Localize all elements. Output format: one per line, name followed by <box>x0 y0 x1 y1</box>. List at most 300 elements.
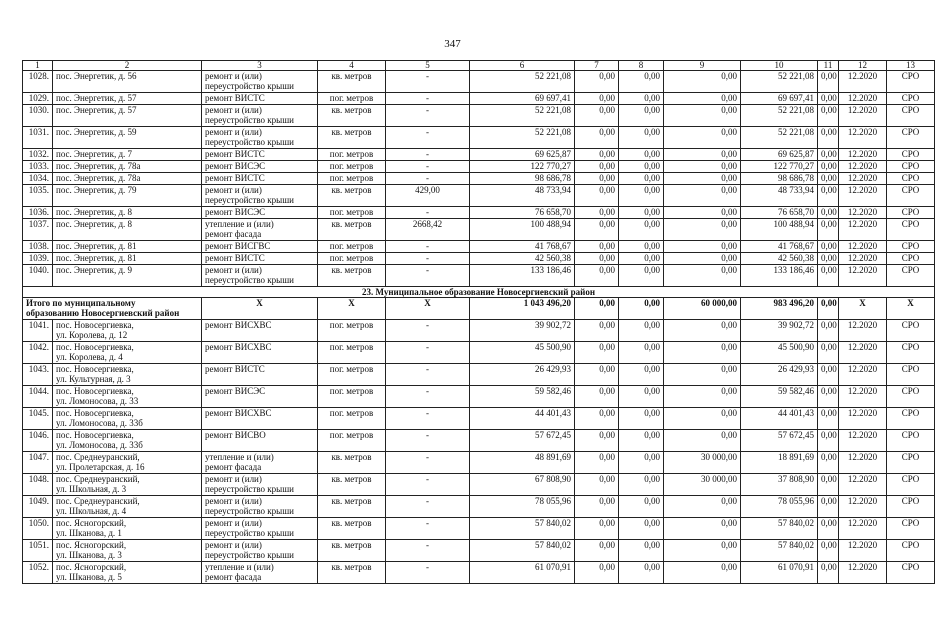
row-unit: кв. метров <box>318 71 386 93</box>
row-unit: кв. метров <box>318 452 386 474</box>
column-number-5: 5 <box>386 61 470 71</box>
column-number-7: 7 <box>575 61 619 71</box>
row-col-10: 0,00 <box>664 219 741 241</box>
row-col-8: 0,00 <box>575 320 619 342</box>
row-col-11: 42 560,38 <box>741 253 818 265</box>
row-address-line: ул. Пролетарская, д. 16 <box>56 462 145 472</box>
row-area: - <box>386 364 470 386</box>
row-col-9: 0,00 <box>619 496 664 518</box>
row-work-type-line: утепление и (или) <box>205 562 274 572</box>
row-date: 12.2020 <box>839 408 887 430</box>
row-col-11: 133 186,46 <box>741 265 818 287</box>
table-row <box>23 185 935 207</box>
row-work-type-line: ремонт фасада <box>205 462 262 472</box>
row-col-11: 100 488,94 <box>741 219 818 241</box>
row-col-12: 0,00 <box>818 265 839 287</box>
row-number: 1039. <box>23 253 53 265</box>
total-col-11: 983 496,20 <box>741 298 818 320</box>
row-number: 1043. <box>23 364 53 386</box>
row-work-type-line: переустройство крыши <box>205 506 294 516</box>
row-organization: СРО <box>887 474 935 496</box>
table-row <box>23 540 935 562</box>
row-col-10: 0,00 <box>664 173 741 185</box>
row-cost: 78 055,96 <box>470 496 575 518</box>
row-cost: 57 840,02 <box>470 518 575 540</box>
total-col-4: X <box>318 298 386 320</box>
row-address-line: пос. Энергетик, д. 56 <box>56 71 137 81</box>
table-row <box>23 207 935 219</box>
row-col-9: 0,00 <box>619 474 664 496</box>
table-row <box>23 161 935 173</box>
row-address-line: пос. Энергетик, д. 78а <box>56 161 141 171</box>
row-col-11: 78 055,96 <box>741 496 818 518</box>
row-col-9: 0,00 <box>619 173 664 185</box>
row-col-9: 0,00 <box>619 386 664 408</box>
row-unit: пог. метров <box>318 241 386 253</box>
section-row <box>23 287 935 298</box>
row-number: 1036. <box>23 207 53 219</box>
row-work-type-line: ремонт ВИСЭС <box>205 386 266 396</box>
row-address-line: пос. Новосергиевка, <box>56 430 134 440</box>
row-area: - <box>386 408 470 430</box>
table-row <box>23 105 935 127</box>
row-col-10: 0,00 <box>664 562 741 584</box>
row-organization: СРО <box>887 173 935 185</box>
row-col-12: 0,00 <box>818 386 839 408</box>
row-col-10: 0,00 <box>664 496 741 518</box>
row-date: 12.2020 <box>839 562 887 584</box>
row-col-9: 0,00 <box>619 518 664 540</box>
row-date: 12.2020 <box>839 342 887 364</box>
row-col-12: 0,00 <box>818 219 839 241</box>
table-row <box>23 342 935 364</box>
row-address-line: пос. Энергетик, д. 57 <box>56 105 137 115</box>
row-col-10: 30 000,00 <box>664 452 741 474</box>
row-col-12: 0,00 <box>818 241 839 253</box>
row-col-8: 0,00 <box>575 219 619 241</box>
column-number-8: 8 <box>619 61 664 71</box>
row-organization: СРО <box>887 265 935 287</box>
row-col-11: 37 808,90 <box>741 474 818 496</box>
row-col-9: 0,00 <box>619 408 664 430</box>
row-address-line: ул. Ломоносова, д. 33 <box>56 396 139 406</box>
row-date: 12.2020 <box>839 71 887 93</box>
row-area: - <box>386 127 470 149</box>
row-col-10: 0,00 <box>664 105 741 127</box>
row-work-type-line: ремонт фасада <box>205 229 262 239</box>
row-organization: СРО <box>887 93 935 105</box>
row-work-type-line: переустройство крыши <box>205 484 294 494</box>
row-number: 1037. <box>23 219 53 241</box>
row-address <box>53 265 202 287</box>
row-area: - <box>386 105 470 127</box>
row-col-12: 0,00 <box>818 364 839 386</box>
row-area: - <box>386 241 470 253</box>
row-work-type-line: переустройство крыши <box>205 81 294 91</box>
row-cost: 133 186,46 <box>470 265 575 287</box>
row-col-11: 45 500,90 <box>741 342 818 364</box>
table-row <box>23 93 935 105</box>
row-date: 12.2020 <box>839 219 887 241</box>
row-work-type-line: ремонт ВИСХВС <box>205 320 272 330</box>
row-col-8: 0,00 <box>575 364 619 386</box>
table-row <box>23 496 935 518</box>
total-col-14: X <box>887 298 935 320</box>
row-work-type <box>202 518 318 540</box>
row-work-type-line: ремонт и (или) <box>205 265 262 275</box>
row-address <box>53 320 202 342</box>
row-unit: пог. метров <box>318 364 386 386</box>
row-work-type-line: ремонт ВИСТС <box>205 93 265 103</box>
table-row <box>23 219 935 241</box>
row-unit: кв. метров <box>318 185 386 207</box>
row-col-12: 0,00 <box>818 320 839 342</box>
row-col-9: 0,00 <box>619 105 664 127</box>
row-work-type <box>202 149 318 161</box>
row-work-type <box>202 253 318 265</box>
row-address-line: пос. Среднеуранский, <box>56 452 140 462</box>
row-address-line: ул. Культурная, д. 3 <box>56 374 131 384</box>
total-col-12: 0,00 <box>818 298 839 320</box>
row-work-type-line: ремонт и (или) <box>205 71 262 81</box>
row-number: 1050. <box>23 518 53 540</box>
row-col-12: 0,00 <box>818 93 839 105</box>
row-organization: СРО <box>887 386 935 408</box>
row-address <box>53 173 202 185</box>
table-row <box>23 320 935 342</box>
row-col-11: 52 221,08 <box>741 71 818 93</box>
row-col-12: 0,00 <box>818 430 839 452</box>
row-work-type <box>202 265 318 287</box>
table-row <box>23 386 935 408</box>
row-col-9: 0,00 <box>619 161 664 173</box>
row-area: - <box>386 161 470 173</box>
row-work-type-line: утепление и (или) <box>205 219 274 229</box>
row-col-9: 0,00 <box>619 342 664 364</box>
row-col-10: 30 000,00 <box>664 474 741 496</box>
row-organization: СРО <box>887 452 935 474</box>
row-col-10: 0,00 <box>664 71 741 93</box>
row-date: 12.2020 <box>839 105 887 127</box>
row-work-type-line: переустройство крыши <box>205 550 294 560</box>
row-date: 12.2020 <box>839 173 887 185</box>
row-col-8: 0,00 <box>575 161 619 173</box>
column-number-10: 10 <box>741 61 818 71</box>
row-address <box>53 127 202 149</box>
row-address-line: пос. Энергетик, д. 7 <box>56 149 133 159</box>
row-date: 12.2020 <box>839 127 887 149</box>
row-unit: кв. метров <box>318 219 386 241</box>
row-date: 12.2020 <box>839 320 887 342</box>
table-row <box>23 430 935 452</box>
row-date: 12.2020 <box>839 540 887 562</box>
row-address-line: ул. Шканова, д. 5 <box>56 572 122 582</box>
row-col-11: 18 891,69 <box>741 452 818 474</box>
row-area: - <box>386 386 470 408</box>
column-number-4: 4 <box>318 61 386 71</box>
row-col-8: 0,00 <box>575 342 619 364</box>
row-address-line: пос. Новосергиевка, <box>56 320 134 330</box>
row-address <box>53 149 202 161</box>
row-area: - <box>386 342 470 364</box>
row-address <box>53 386 202 408</box>
row-date: 12.2020 <box>839 161 887 173</box>
row-address <box>53 430 202 452</box>
row-organization: СРО <box>887 149 935 161</box>
row-address-line: пос. Среднеуранский, <box>56 474 140 484</box>
total-col-13: X <box>839 298 887 320</box>
row-number: 1045. <box>23 408 53 430</box>
row-address-line: ул. Шканова, д. 3 <box>56 550 122 560</box>
row-col-10: 0,00 <box>664 93 741 105</box>
row-col-11: 39 902,72 <box>741 320 818 342</box>
row-work-type-line: переустройство крыши <box>205 528 294 538</box>
row-col-8: 0,00 <box>575 386 619 408</box>
row-work-type <box>202 342 318 364</box>
row-date: 12.2020 <box>839 518 887 540</box>
row-work-type-line: переустройство крыши <box>205 275 294 285</box>
table-row <box>23 562 935 584</box>
row-work-type <box>202 185 318 207</box>
total-cost: 1 043 496,20 <box>470 298 575 320</box>
row-date: 12.2020 <box>839 149 887 161</box>
row-col-8: 0,00 <box>575 518 619 540</box>
row-address <box>53 408 202 430</box>
row-col-9: 0,00 <box>619 430 664 452</box>
row-address-line: пос. Новосергиевка, <box>56 386 134 396</box>
row-work-type <box>202 386 318 408</box>
row-organization: СРО <box>887 540 935 562</box>
row-col-11: 76 658,70 <box>741 207 818 219</box>
row-unit: пог. метров <box>318 161 386 173</box>
row-col-9: 0,00 <box>619 219 664 241</box>
row-address <box>53 161 202 173</box>
row-unit: пог. метров <box>318 149 386 161</box>
row-col-12: 0,00 <box>818 452 839 474</box>
row-date: 12.2020 <box>839 185 887 207</box>
row-col-10: 0,00 <box>664 161 741 173</box>
row-address-line: пос. Энергетик, д. 81 <box>56 253 137 263</box>
row-col-12: 0,00 <box>818 496 839 518</box>
row-work-type-line: ремонт ВИСГВС <box>205 241 271 251</box>
row-col-8: 0,00 <box>575 430 619 452</box>
row-col-10: 0,00 <box>664 518 741 540</box>
column-number-3: 3 <box>202 61 318 71</box>
row-cost: 69 625,87 <box>470 149 575 161</box>
row-address-line: пос. Ясногорский, <box>56 540 127 550</box>
row-unit: пог. метров <box>318 408 386 430</box>
row-col-10: 0,00 <box>664 430 741 452</box>
row-work-type-line: ремонт и (или) <box>205 540 262 550</box>
row-work-type <box>202 105 318 127</box>
row-work-type-line: ремонт ВИСХВС <box>205 342 272 352</box>
row-unit: кв. метров <box>318 518 386 540</box>
row-number: 1034. <box>23 173 53 185</box>
row-address <box>53 496 202 518</box>
row-work-type <box>202 241 318 253</box>
row-col-12: 0,00 <box>818 173 839 185</box>
row-col-11: 122 770,27 <box>741 161 818 173</box>
row-unit: кв. метров <box>318 474 386 496</box>
row-unit: кв. метров <box>318 105 386 127</box>
row-cost: 61 070,91 <box>470 562 575 584</box>
column-number-row <box>23 61 935 71</box>
table-row <box>23 474 935 496</box>
row-col-12: 0,00 <box>818 474 839 496</box>
row-col-11: 52 221,08 <box>741 127 818 149</box>
row-organization: СРО <box>887 161 935 173</box>
row-number: 1033. <box>23 161 53 173</box>
row-col-8: 0,00 <box>575 241 619 253</box>
row-col-12: 0,00 <box>818 127 839 149</box>
row-col-8: 0,00 <box>575 127 619 149</box>
row-col-9: 0,00 <box>619 93 664 105</box>
row-col-12: 0,00 <box>818 562 839 584</box>
row-organization: СРО <box>887 518 935 540</box>
row-number: 1041. <box>23 320 53 342</box>
row-col-10: 0,00 <box>664 408 741 430</box>
table-row <box>23 241 935 253</box>
row-cost: 100 488,94 <box>470 219 575 241</box>
row-unit: кв. метров <box>318 540 386 562</box>
total-col-3: X <box>202 298 318 320</box>
row-area: - <box>386 207 470 219</box>
page-number: 347 <box>444 38 461 50</box>
row-cost: 57 840,02 <box>470 540 575 562</box>
row-col-8: 0,00 <box>575 408 619 430</box>
row-address-line: пос. Энергетик, д. 57 <box>56 93 137 103</box>
row-address <box>53 241 202 253</box>
row-col-11: 61 070,91 <box>741 562 818 584</box>
row-organization: СРО <box>887 219 935 241</box>
row-area: - <box>386 149 470 161</box>
row-work-type <box>202 320 318 342</box>
row-cost: 69 697,41 <box>470 93 575 105</box>
row-unit: пог. метров <box>318 386 386 408</box>
row-work-type <box>202 474 318 496</box>
row-work-type <box>202 127 318 149</box>
row-work-type-line: ремонт ВИСТС <box>205 364 265 374</box>
row-unit: кв. метров <box>318 265 386 287</box>
row-cost: 52 221,08 <box>470 71 575 93</box>
row-address <box>53 253 202 265</box>
row-address-line: ул. Ломоносова, д. 33б <box>56 440 143 450</box>
row-col-9: 0,00 <box>619 562 664 584</box>
row-col-10: 0,00 <box>664 127 741 149</box>
row-address-line: пос. Новосергиевка, <box>56 342 134 352</box>
row-address-line: пос. Новосергиевка, <box>56 408 134 418</box>
table-row <box>23 71 935 93</box>
row-organization: СРО <box>887 342 935 364</box>
row-date: 12.2020 <box>839 496 887 518</box>
row-number: 1051. <box>23 540 53 562</box>
row-organization: СРО <box>887 430 935 452</box>
row-number: 1028. <box>23 71 53 93</box>
row-col-9: 0,00 <box>619 265 664 287</box>
row-cost: 98 686,78 <box>470 173 575 185</box>
row-col-11: 52 221,08 <box>741 105 818 127</box>
row-col-12: 0,00 <box>818 149 839 161</box>
row-col-12: 0,00 <box>818 540 839 562</box>
row-work-type-line: ремонт и (или) <box>205 518 262 528</box>
row-address-line: ул. Ломоносова, д. 33б <box>56 418 143 428</box>
row-work-type <box>202 71 318 93</box>
row-unit: пог. метров <box>318 93 386 105</box>
row-col-9: 0,00 <box>619 253 664 265</box>
table-row <box>23 364 935 386</box>
row-number: 1035. <box>23 185 53 207</box>
row-organization: СРО <box>887 562 935 584</box>
column-number-1: 1 <box>23 61 53 71</box>
row-number: 1052. <box>23 562 53 584</box>
row-col-10: 0,00 <box>664 540 741 562</box>
row-organization: СРО <box>887 496 935 518</box>
row-work-type <box>202 562 318 584</box>
row-cost: 52 221,08 <box>470 105 575 127</box>
row-cost: 48 733,94 <box>470 185 575 207</box>
row-col-12: 0,00 <box>818 161 839 173</box>
row-col-10: 0,00 <box>664 253 741 265</box>
row-work-type <box>202 161 318 173</box>
row-address <box>53 518 202 540</box>
row-address <box>53 219 202 241</box>
row-col-9: 0,00 <box>619 71 664 93</box>
row-number: 1031. <box>23 127 53 149</box>
row-col-11: 48 733,94 <box>741 185 818 207</box>
row-cost: 57 672,45 <box>470 430 575 452</box>
row-col-9: 0,00 <box>619 149 664 161</box>
row-organization: СРО <box>887 185 935 207</box>
column-number-6: 6 <box>470 61 575 71</box>
row-address-line: ул. Шканова, д. 1 <box>56 528 122 538</box>
row-work-type <box>202 408 318 430</box>
row-unit: пог. метров <box>318 430 386 452</box>
row-organization: СРО <box>887 320 935 342</box>
total-col-5: X <box>386 298 470 320</box>
row-col-9: 0,00 <box>619 241 664 253</box>
row-work-type-line: ремонт и (или) <box>205 474 262 484</box>
column-number-11: 11 <box>818 61 839 71</box>
row-cost: 39 902,72 <box>470 320 575 342</box>
row-cost: 42 560,38 <box>470 253 575 265</box>
row-address-line: пос. Среднеуранский, <box>56 496 140 506</box>
row-cost: 41 768,67 <box>470 241 575 253</box>
row-address <box>53 474 202 496</box>
row-address-line: ул. Школьная, д. 3 <box>56 484 127 494</box>
row-col-9: 0,00 <box>619 185 664 207</box>
row-area: - <box>386 518 470 540</box>
total-col-9: 0,00 <box>619 298 664 320</box>
row-unit: пог. метров <box>318 207 386 219</box>
row-col-10: 0,00 <box>664 241 741 253</box>
row-area: - <box>386 540 470 562</box>
row-date: 12.2020 <box>839 265 887 287</box>
row-organization: СРО <box>887 71 935 93</box>
row-work-type <box>202 93 318 105</box>
row-col-11: 57 672,45 <box>741 430 818 452</box>
row-col-8: 0,00 <box>575 253 619 265</box>
row-area: 429,00 <box>386 185 470 207</box>
row-number: 1042. <box>23 342 53 364</box>
row-col-12: 0,00 <box>818 207 839 219</box>
row-date: 12.2020 <box>839 364 887 386</box>
row-address-line: пос. Энергетик, д. 81 <box>56 241 137 251</box>
row-cost: 59 582,46 <box>470 386 575 408</box>
row-address-line: ул. Королева, д. 12 <box>56 330 128 340</box>
table-row <box>23 265 935 287</box>
row-col-8: 0,00 <box>575 71 619 93</box>
row-address <box>53 562 202 584</box>
